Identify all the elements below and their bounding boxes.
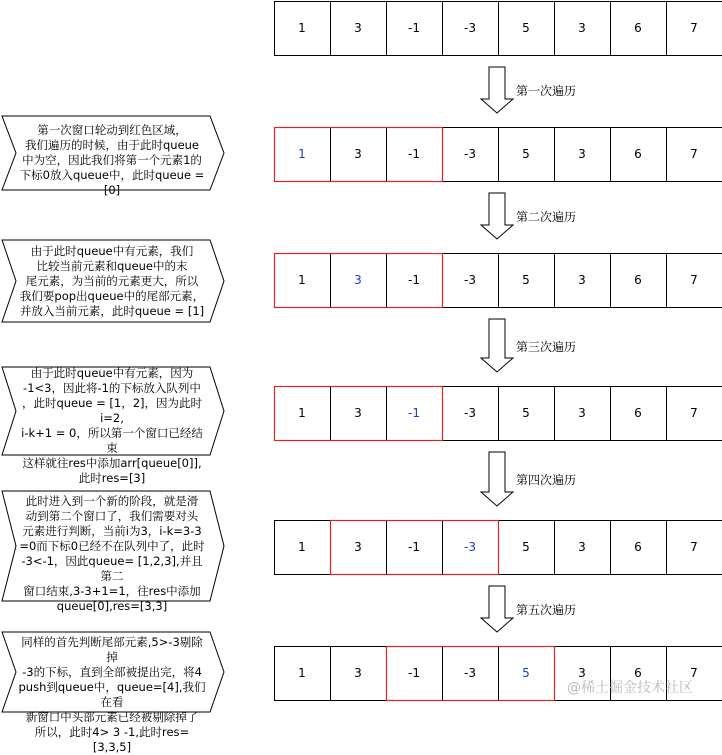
watermark: @稀土掘金技术社区 <box>567 677 693 697</box>
cell-value: -3 <box>464 666 476 680</box>
cell-value: 6 <box>634 666 642 680</box>
down-arrow-icon <box>481 452 513 506</box>
array-row <box>275 2 722 56</box>
cell-value: 5 <box>522 21 530 35</box>
arrow-label: 第四次遍历 <box>516 471 576 488</box>
cell-value: 1 <box>298 540 306 554</box>
cell-value: -3 <box>464 540 476 554</box>
cell-value: -3 <box>464 21 476 35</box>
cell-value: 3 <box>354 406 362 420</box>
array-row <box>275 128 722 182</box>
cell-value: 5 <box>522 147 530 161</box>
cell-value: -1 <box>408 147 420 161</box>
cell-value: 3 <box>354 273 362 287</box>
cell-value: 5 <box>522 273 530 287</box>
step-note: 第一次窗口轮动到红色区域， 我们遍历的时候，由于此时queue 中为空，因此我们将第一个元素1的 下标0放入queue中，此时queue = [0] <box>16 123 208 198</box>
arrow-label: 第三次遍历 <box>516 338 576 355</box>
cell-value: -1 <box>408 666 420 680</box>
cell-value: -1 <box>408 273 420 287</box>
array-row <box>275 254 722 308</box>
cell-value: 1 <box>298 406 306 420</box>
cell-value: 7 <box>690 666 698 680</box>
cell-value: -1 <box>408 21 420 35</box>
cell-value: -3 <box>464 273 476 287</box>
cell-value: 3 <box>354 666 362 680</box>
down-arrow-icon <box>481 67 513 113</box>
cell-value: 6 <box>634 406 642 420</box>
cell-value: 3 <box>578 540 586 554</box>
cell-value: 1 <box>298 273 306 287</box>
cell-value: 6 <box>634 21 642 35</box>
cell-value: 6 <box>634 540 642 554</box>
step-note: 由于此时queue中有元素，我们 比较当前元素和queue中的末 尾元素，为当前的元素更大，所以 我们要pop出queue中的尾部元素， 并放入当前元素，此时queue = [1] <box>16 244 208 319</box>
cell-value: 6 <box>634 273 642 287</box>
cell-value: 6 <box>634 147 642 161</box>
cell-value: 1 <box>298 666 306 680</box>
cell-value: 5 <box>522 540 530 554</box>
array-row <box>275 521 722 575</box>
cell-value: 3 <box>578 406 586 420</box>
cell-value: 3 <box>578 21 586 35</box>
cell-value: -1 <box>408 540 420 554</box>
step-note: 由于此时queue中有元素，因为 -1<3，因此将-1的下标放入队列中 ，此时queue = [1，2]，因为此时i=2, i-k+1 = 0，所以第一个窗口已经结束 这样就往res中添加arr[queue[0]], 此时res=[3] <box>16 366 208 486</box>
cell-value: -3 <box>464 147 476 161</box>
cell-value: 3 <box>578 666 586 680</box>
down-arrow-icon <box>481 193 513 239</box>
cell-value: 3 <box>578 147 586 161</box>
cell-value: 1 <box>298 147 306 161</box>
down-arrow-icon <box>481 586 513 632</box>
step-note: 此时进入到一个新的阶段，就是滑 动到第二个窗口了，我们需要对头 元素进行判断，当前i为3，i-k=3-3 =0而下标0已经不在队列中了，此时 -3<-1，因此queue= [1,2,3],并且第二 窗口结束,3-3+1=1，往res中添加 queue[0],res=[3,3] <box>16 494 208 614</box>
cell-value: 7 <box>690 406 698 420</box>
array-row <box>275 387 722 441</box>
cell-value: 3 <box>578 273 586 287</box>
arrow-label: 第二次遍历 <box>516 208 576 225</box>
cell-value: 5 <box>522 406 530 420</box>
cell-value: 1 <box>298 21 306 35</box>
cell-value: 7 <box>690 147 698 161</box>
cell-value: -3 <box>464 406 476 420</box>
cell-value: 7 <box>690 273 698 287</box>
cell-value: 7 <box>690 21 698 35</box>
arrow-label: 第五次遍历 <box>516 601 576 618</box>
cell-value: 5 <box>522 666 530 680</box>
cell-value: 7 <box>690 540 698 554</box>
step-note: 同样的首先判断尾部元素,5>-3剔除掉 -3的下标，直到全部被提出完，将4 push到queue中，queue=[4],我们在看 新窗口中头部元素已经被剔除掉了 所以，此时4> 3 -1,此时res=[3,3,5] <box>16 635 208 755</box>
cell-value: 3 <box>354 21 362 35</box>
arrow-label: 第一次遍历 <box>516 82 576 99</box>
cell-value: 3 <box>354 147 362 161</box>
cell-value: 3 <box>354 540 362 554</box>
cell-value: -1 <box>408 406 420 420</box>
down-arrow-icon <box>481 319 513 372</box>
